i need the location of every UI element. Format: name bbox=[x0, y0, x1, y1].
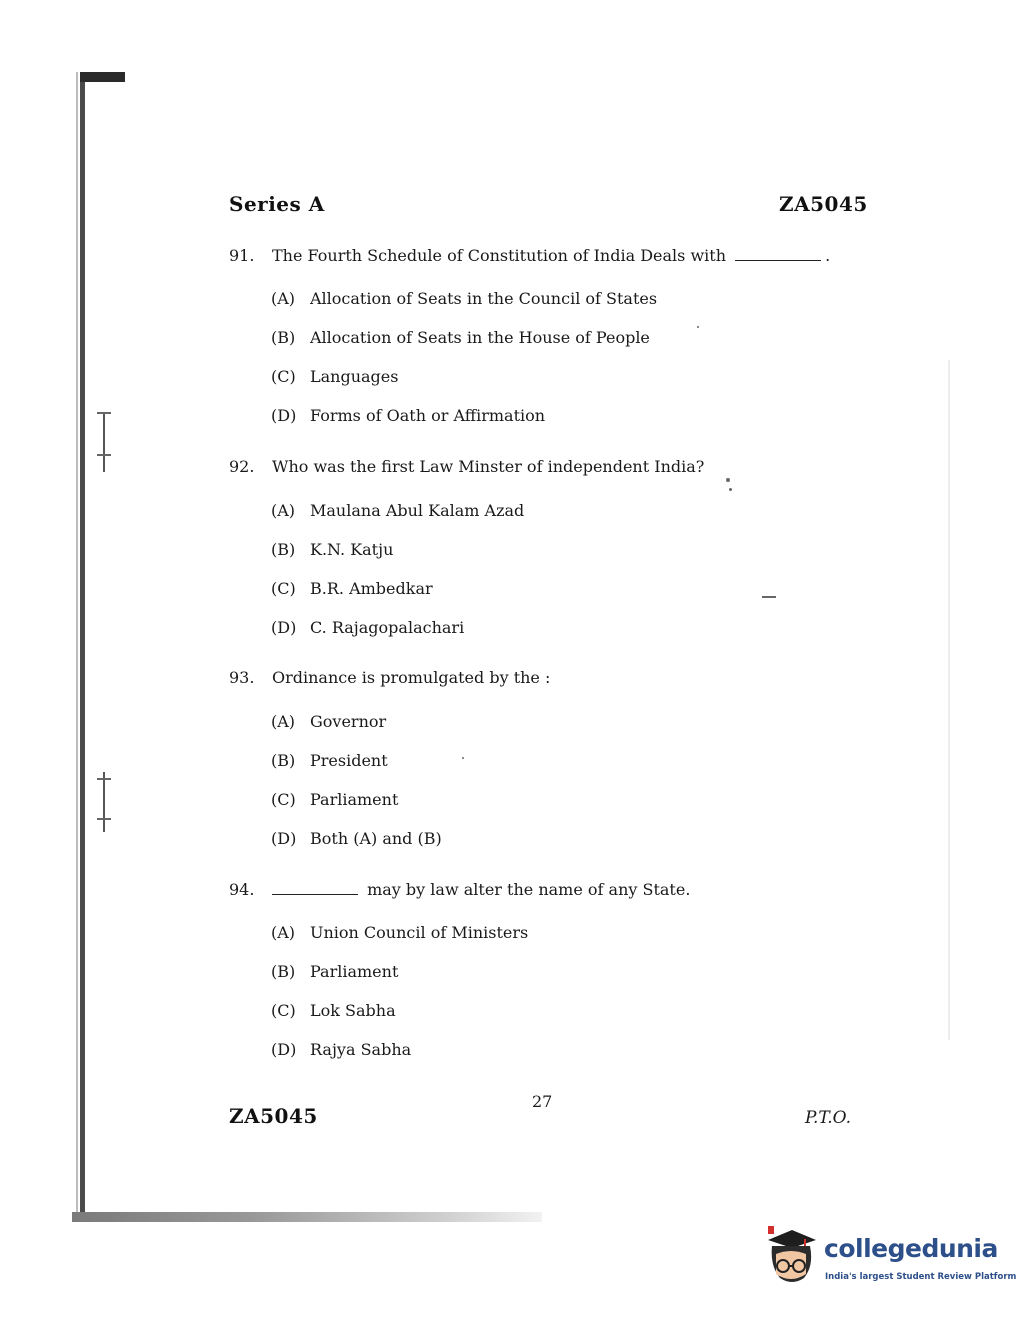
option-c: (C) Lok Sabha bbox=[271, 1001, 396, 1020]
question-text: may by law alter the name of any State. bbox=[272, 880, 690, 899]
question-92 bbox=[229, 457, 849, 637]
scan-speck bbox=[762, 596, 776, 598]
option-a: (A) Allocation of Seats in the Council of States bbox=[271, 289, 658, 308]
question-text: Who was the first Law Minster of independent India? bbox=[272, 457, 705, 476]
question-number: 94. bbox=[229, 880, 255, 899]
mascot-icon bbox=[762, 1226, 820, 1286]
series-label: Series A bbox=[229, 192, 325, 216]
scan-speck bbox=[462, 757, 464, 759]
binder-mark bbox=[97, 772, 111, 832]
question-number: 93. bbox=[229, 668, 255, 687]
option-d: (D) Rajya Sabha bbox=[271, 1040, 412, 1059]
question-text: The Fourth Schedule of Constitution of India Deals with . bbox=[272, 246, 831, 265]
option-c: (C) Parliament bbox=[271, 790, 399, 809]
page-number: 27 bbox=[532, 1092, 553, 1111]
option-a: (A) Governor bbox=[271, 712, 387, 731]
collegedunia-watermark bbox=[762, 1222, 1017, 1294]
please-turn-over: P.T.O. bbox=[805, 1108, 851, 1128]
scan-bottom-bar bbox=[72, 1212, 542, 1222]
scan-edge-shadow bbox=[76, 72, 78, 1222]
scan-speck bbox=[697, 326, 699, 328]
option-a: (A) Maulana Abul Kalam Azad bbox=[271, 501, 525, 520]
scan-right-edge bbox=[948, 360, 950, 1040]
question-text: Ordinance is promulgated by the : bbox=[272, 668, 551, 687]
question-94 bbox=[229, 880, 849, 1059]
option-b: (B) President bbox=[271, 751, 388, 770]
option-c: (C) Languages bbox=[271, 367, 399, 386]
option-c: (C) B.R. Ambedkar bbox=[271, 579, 433, 598]
scan-left-edge bbox=[80, 72, 85, 1222]
footer-paper-code: ZA5045 bbox=[229, 1104, 318, 1128]
answer-blank bbox=[735, 250, 821, 261]
scan-top-bar bbox=[80, 72, 125, 82]
question-91 bbox=[229, 246, 849, 425]
binder-mark bbox=[97, 412, 111, 472]
option-b: (B) Parliament bbox=[271, 962, 399, 981]
paper-code: ZA5045 bbox=[779, 192, 868, 216]
watermark-tagline: India's largest Student Review Platform bbox=[825, 1272, 1017, 1282]
watermark-brand-name: collegedunia bbox=[824, 1234, 998, 1263]
option-d: (D) Both (A) and (B) bbox=[271, 829, 442, 848]
option-b: (B) K.N. Katju bbox=[271, 540, 394, 559]
question-93 bbox=[229, 668, 849, 848]
option-b: (B) Allocation of Seats in the House of People bbox=[271, 328, 650, 347]
answer-blank bbox=[272, 884, 358, 895]
question-number: 91. bbox=[229, 246, 255, 265]
scan-speck bbox=[729, 488, 732, 491]
question-number: 92. bbox=[229, 457, 255, 476]
option-d: (D) C. Rajagopalachari bbox=[271, 618, 465, 637]
option-a: (A) Union Council of Ministers bbox=[271, 923, 529, 942]
option-d: (D) Forms of Oath or Affirmation bbox=[271, 406, 546, 425]
